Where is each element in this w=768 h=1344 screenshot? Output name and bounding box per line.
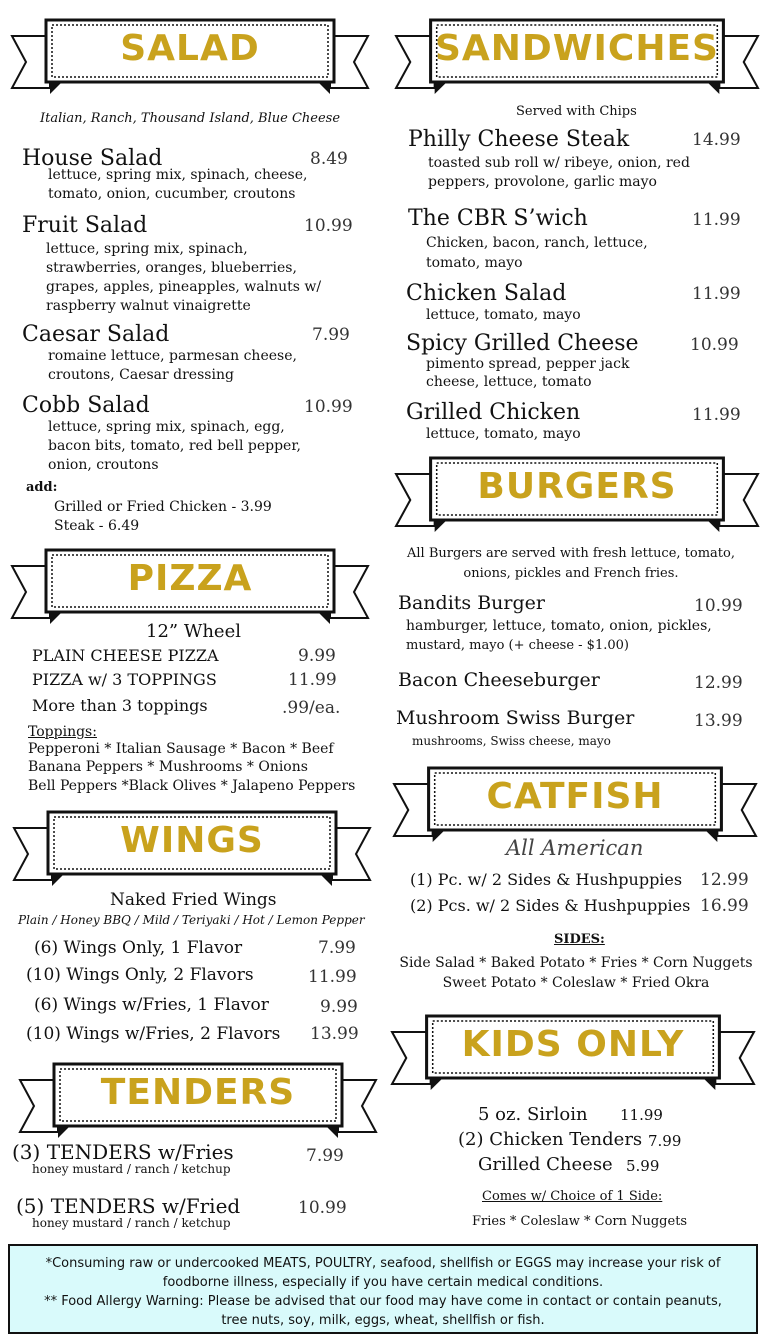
sandwich-item-name: Chicken Salad	[406, 281, 567, 306]
pizza-row-price: 11.99	[288, 670, 337, 690]
pizza-toppings-line: Banana Peppers * Mushrooms * Onions	[28, 759, 308, 775]
salad-item-desc: croutons, Caesar dressing	[48, 367, 234, 383]
catfish-row-price: 12.99	[700, 870, 749, 890]
salad-item-name: Cobb Salad	[22, 393, 150, 418]
salad-item-desc: raspberry walnut vinaigrette	[46, 298, 251, 314]
sandwich-item-price: 14.99	[692, 130, 741, 150]
burger-item-price: 10.99	[694, 596, 743, 616]
catfish-sides-line: Side Salad * Baked Potato * Fries * Corn Nuggets	[399, 955, 753, 971]
wings-flavors: Plain / Honey BBQ / Mild / Teriyaki / Hot / Lemon Pepper	[18, 913, 365, 927]
salad-add-steak: Steak - 6.49	[54, 518, 140, 534]
pizza-row-label: PLAIN CHEESE PIZZA	[32, 646, 219, 665]
salad-item-desc: romaine lettuce, parmesan cheese,	[48, 348, 297, 364]
salad-item-desc: lettuce, spring mix, spinach, egg,	[48, 419, 285, 435]
tenders-banner	[18, 1058, 378, 1138]
pizza-title: PIZZA	[127, 558, 253, 599]
wings-banner	[12, 806, 372, 886]
catfish-row-label: (1) Pc. w/ 2 Sides & Hushpuppies	[410, 870, 683, 889]
sandwich-item-name: Philly Cheese Steak	[408, 127, 630, 152]
salad-item-price: 8.49	[310, 149, 348, 169]
kids-title: KIDS ONLY	[461, 1024, 685, 1065]
kids-row-price: 5.99	[626, 1157, 660, 1175]
kids-row-label: (2) Chicken Tenders	[458, 1129, 643, 1150]
salad-add-chicken: Grilled or Fried Chicken - 3.99	[54, 499, 272, 515]
salad-banner	[10, 14, 370, 94]
wings-row-price: 7.99	[318, 938, 356, 958]
wings-row-label: (6) Wings Only, 1 Flavor	[34, 938, 243, 958]
pizza-row-label: PIZZA w/ 3 TOPPINGS	[32, 670, 217, 689]
burger-item-name: Bandits Burger	[398, 592, 545, 614]
burger-item-name: Mushroom Swiss Burger	[396, 707, 635, 729]
catfish-row-price: 16.99	[700, 896, 749, 916]
sandwich-item-desc: toasted sub roll w/ ribeye, onion, red	[428, 155, 690, 171]
sandwich-item-desc: peppers, provolone, garlic mayo	[428, 174, 657, 190]
pizza-row-price: .99/ea.	[282, 698, 341, 718]
wings-row-label: (10) Wings Only, 2 Flavors	[26, 965, 254, 985]
kids-row-price: 11.99	[620, 1106, 663, 1124]
kids-banner	[390, 1010, 756, 1090]
salad-add-label: add:	[26, 480, 58, 495]
footer-line: *Consuming raw or undercooked MEATS, POULTRY, seafood, shellfish or EGGS may increase your risk of	[45, 1256, 721, 1271]
pizza-row-price: 9.99	[298, 646, 336, 666]
burgers-note: onions, pickles and French fries.	[463, 566, 679, 581]
sandwich-item-desc: cheese, lettuce, tomato	[426, 374, 592, 390]
catfish-sides-line: Sweet Potato * Coleslaw * Fried Okra	[442, 975, 710, 991]
salad-title: SALAD	[120, 28, 260, 69]
catfish-banner	[392, 762, 758, 842]
wings-row-price: 11.99	[308, 967, 357, 987]
burger-item-desc: hamburger, lettuce, tomato, onion, pickles,	[406, 618, 712, 634]
sandwich-item-desc: lettuce, tomato, mayo	[426, 307, 581, 323]
sandwiches-note: Served with Chips	[516, 104, 637, 119]
kids-row-label: Grilled Cheese	[478, 1154, 613, 1175]
burger-item-desc: mustard, mayo (+ cheese - $1.00)	[406, 638, 629, 653]
pizza-toppings-line: Pepperoni * Italian Sausage * Bacon * Beef	[28, 741, 334, 757]
kids-row-label: 5 oz. Sirloin	[478, 1104, 588, 1125]
sandwich-item-desc: tomato, mayo	[426, 255, 523, 271]
salad-item-price: 7.99	[312, 325, 350, 345]
kids-row-price: 7.99	[648, 1132, 682, 1150]
tenders-title: TENDERS	[100, 1072, 296, 1113]
salad-dressings: Italian, Ranch, Thousand Island, Blue Cheese	[39, 111, 341, 126]
salad-item-desc: grapes, apples, pineapples, walnuts w/	[46, 279, 322, 295]
salad-item-desc: strawberries, oranges, blueberries,	[46, 260, 297, 276]
catfish-sides-label: SIDES:	[554, 932, 605, 947]
wings-row-label: (6) Wings w/Fries, 1 Flavor	[34, 995, 269, 1015]
sandwich-item-desc: lettuce, tomato, mayo	[426, 426, 581, 442]
sandwich-item-desc: Chicken, bacon, ranch, lettuce,	[426, 235, 648, 251]
burger-item-price: 13.99	[694, 711, 743, 731]
kids-side-label: Comes w/ Choice of 1 Side:	[482, 1189, 663, 1204]
salad-item-name: Fruit Salad	[22, 213, 148, 238]
tenders-row-label: (3) TENDERS w/Fries	[12, 1140, 234, 1164]
sandwich-item-price: 11.99	[692, 210, 741, 230]
burger-item-name: Bacon Cheeseburger	[398, 669, 600, 691]
kids-side-options: Fries * Coleslaw * Corn Nuggets	[472, 1214, 688, 1229]
sandwiches-title: SANDWICHES	[435, 28, 719, 69]
wings-row-label: (10) Wings w/Fries, 2 Flavors	[26, 1024, 281, 1044]
sandwiches-banner	[394, 14, 760, 94]
sandwich-item-name: Spicy Grilled Cheese	[406, 331, 639, 356]
salad-item-price: 10.99	[304, 216, 353, 236]
tenders-row-price: 10.99	[298, 1198, 347, 1218]
pizza-toppings-line: Bell Peppers *Black Olives * Jalapeno Peppers	[28, 778, 356, 794]
allergy-footer	[8, 1244, 758, 1334]
salad-item-price: 10.99	[304, 397, 353, 417]
tenders-row-sauces: honey mustard / ranch / ketchup	[32, 1216, 231, 1230]
wings-row-price: 13.99	[310, 1024, 359, 1044]
catfish-title: CATFISH	[486, 776, 664, 817]
tenders-row-sauces: honey mustard / ranch / ketchup	[32, 1162, 231, 1176]
burgers-banner	[394, 452, 760, 532]
burgers-title: BURGERS	[477, 466, 677, 507]
footer-line: ** Food Allergy Warning: Please be advised that our food may have come in contact or contain peanuts,	[44, 1294, 722, 1309]
salad-item-desc: bacon bits, tomato, red bell pepper,	[48, 438, 301, 454]
salad-item-desc: lettuce, spring mix, spinach, cheese,	[48, 167, 308, 183]
pizza-row-label: More than 3 toppings	[32, 696, 208, 715]
wings-subtitle: Naked Fried Wings	[110, 890, 277, 910]
footer-line: foodborne illness, especially if you have certain medical conditions.	[162, 1275, 604, 1290]
pizza-size: 12” Wheel	[146, 621, 241, 642]
burger-item-price: 12.99	[694, 673, 743, 693]
salad-item-name: Caesar Salad	[22, 322, 170, 347]
catfish-subtitle: All American	[506, 836, 644, 860]
footer-line: tree nuts, soy, milk, eggs, wheat, shellfish or fish.	[221, 1313, 545, 1328]
salad-item-desc: tomato, onion, cucumber, croutons	[48, 186, 296, 202]
sandwich-item-name: Grilled Chicken	[406, 400, 581, 425]
pizza-banner	[10, 544, 370, 624]
sandwich-item-price: 11.99	[692, 284, 741, 304]
catfish-row-label: (2) Pcs. w/ 2 Sides & Hushpuppies	[410, 896, 691, 915]
salad-item-name: House Salad	[22, 146, 163, 171]
salad-item-desc: onion, croutons	[48, 457, 159, 473]
sandwich-item-name: The CBR S’wich	[408, 206, 588, 231]
burgers-note: All Burgers are served with fresh lettuce, tomato,	[406, 546, 735, 561]
pizza-toppings-label: Toppings:	[28, 724, 97, 740]
burger-item-desc: mushrooms, Swiss cheese, mayo	[412, 734, 611, 748]
sandwich-item-price: 11.99	[692, 405, 741, 425]
sandwich-item-price: 10.99	[690, 335, 739, 355]
sandwich-item-desc: pimento spread, pepper jack	[426, 356, 630, 372]
tenders-row-price: 7.99	[306, 1146, 344, 1166]
wings-title: WINGS	[120, 820, 264, 861]
salad-item-desc: lettuce, spring mix, spinach,	[46, 241, 248, 257]
tenders-row-label: (5) TENDERS w/Fried	[16, 1194, 241, 1218]
wings-row-price: 9.99	[320, 997, 358, 1017]
